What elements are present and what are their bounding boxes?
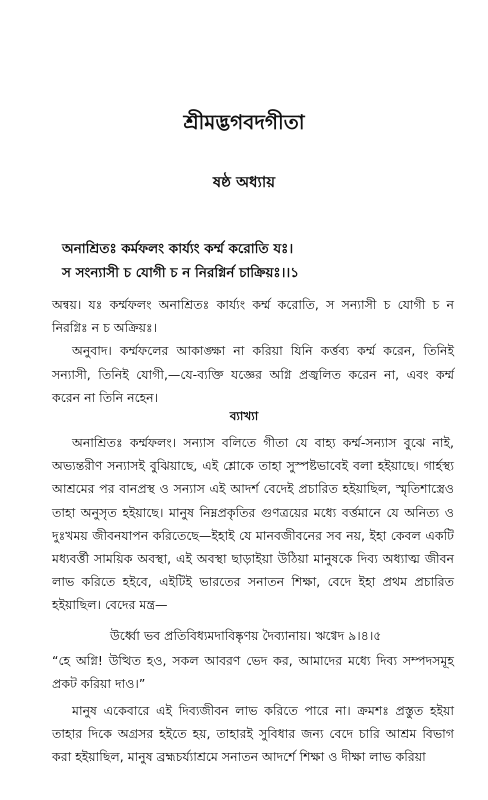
vedic-mantra: উর্ধ্বো ভব প্রতিবিধ্যমদাবিষ্কৃণয় দৈব্যানায়। ঋগ্বেদ ৯।৪।৫ [110,628,382,643]
chapter-heading: ষষ্ঠ অধ্যায় [212,173,276,191]
anvaya-section [52,293,454,409]
page-title: শ্রীমদ্ভগবদগীতা [183,110,305,134]
vyakhya-heading: ব্যাখ্যা [229,409,259,423]
verse-line-2: স সংন্যাসী চ যোগী চ ন নিরগ্নির্ন চাক্রিয়ঃ।।১ [62,265,300,281]
vyakhya-paragraph-1: অনাশ্রিতঃ কর্ম্মফলং। সন্যাস বলিতে গীতা যে বাহ্য কর্ম্ম-সন্যাস বুঝে নাই, অভ্যন্তরীণ সন্যাসই বুঝিয়াছে, এই শ্লোকে তাহা সুস্পষ্টভাবেই বলা হইয়াছে। গার্হস্থ্য আশ্রমের পর বানপ্রস্থ ও সন্যাস এই আদর্শ বেদেই প্রচারিত হইয়াছিল, স্মৃতিশাস্ত্রেও তাহা অনুসৃত হইয়াছে। মানুষ নিম্নপ্রকৃতির গুণত্রয়ের মধ্যে বর্ত্তমানে যে অনিত্য ও দুঃখময় জীবনযাপন করিতেছে—ইহাই যে মানবজীবনের সব নয়, ইহা কেবল একটি মধ্যবর্ত্তী সাময়িক অবস্থা, এই অবস্থা ছাড়াইয়া উঠিয়া মানুষকে দিব্য অধ্যাত্ম জীবন লাভ করিতে হইবে, এইটিই ভারতের সনাতন শিক্ষা, বেদে ইহা প্রথম প্রচারিত হইয়াছিল। বেদের মন্ত্র— [52,435,454,613]
anvaya-paragraph: অন্বয়। যঃ কর্ম্মফলং অনাশ্রিতঃ কার্য্যং কর্ম্ম করোতি, স সন্যাসী চ যোগী চ ন নিরগ্নিঃ ন চ অক্রিয়ঃ। [52,297,454,336]
vyakhya-paragraph-2: মানুষ একেবারে এই দিব্যজীবন লাভ করিতে পারে না। ক্রমশঃ প্রস্তুত হইয়া তাহার দিকে অগ্রসর হইতে হয়, তাহারই সুবিধার জন্য বেদে চারি আশ্রম বিভাগ করা হইয়াছিল, মানুষ ব্রহ্মচর্য্যাশ্রমে সনাতন আদর্শে শিক্ষা ও দীক্ষা লাভ করিয়া [52,703,454,765]
anubad-paragraph: অনুবাদ। কর্ম্মফলের আকাঙ্ক্ষা না করিয়া যিনি কর্ত্তব্য কর্ম্ম করেন, তিনিই সন্যাসী, তিনিই যোগী,—যে-ব্যক্তি যজ্ঞের অগ্নি প্রজ্বলিত করেন না, এবং কর্ম্ম করেন না তিনি নহেন। [52,343,454,405]
verse-line-1: অনাশ্রিতঃ কর্মফলং কার্য্যং কর্ম্ম করোতি যঃ। [62,241,294,257]
mantra-translation: “হে অগ্নি! উত্থিত হও, সকল আবরণ ভেদ কর, আমাদের মধ্যে দিব্য সম্পদসমূহ প্রকট করিয়া দাও।” [52,653,454,692]
